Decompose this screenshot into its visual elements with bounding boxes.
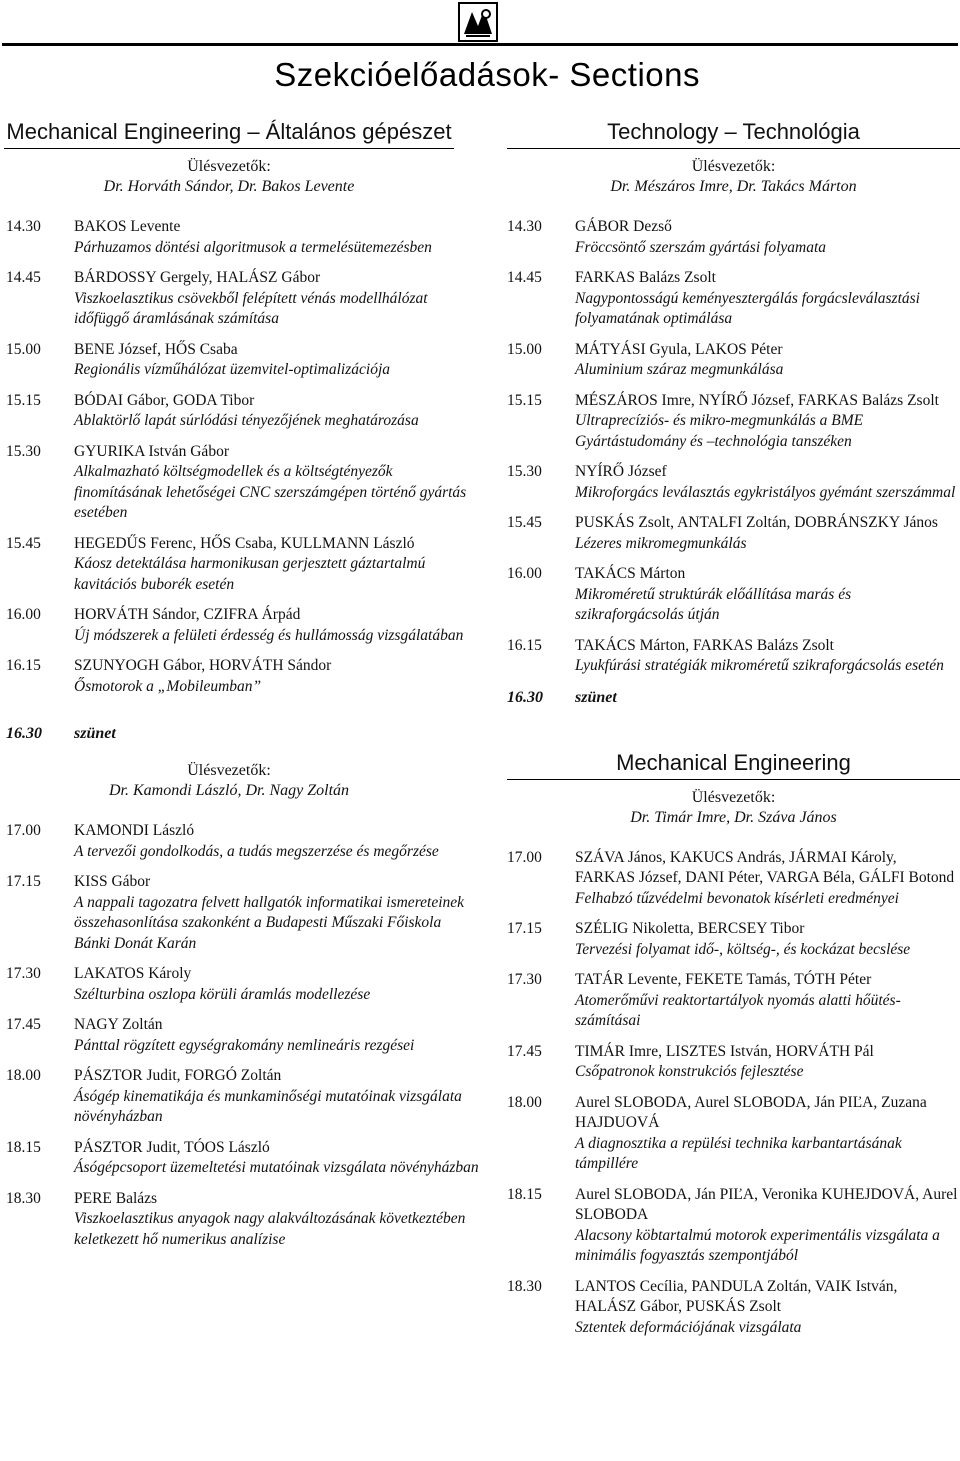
talk-title: Alkalmazható költségmodellek és a költségtényezők finomításának lehetőségei CNC szerszámgépen történő gyártás esetében — [74, 463, 467, 521]
talk-authors: TAKÁCS Márton — [575, 565, 686, 582]
talk-row — [507, 848, 960, 910]
talk-title: Lyukfúrási stratégiák mikroméretű szikraforgácsolás esetén — [575, 657, 944, 674]
talk-time: 15.45 — [6, 534, 41, 552]
talk-row — [507, 217, 960, 258]
talk-time: 17.45 — [507, 1042, 542, 1060]
talk-time: 15.15 — [6, 391, 41, 409]
talk-title: Csőpatronok konstrukciós fejlesztése — [575, 1063, 804, 1080]
section-mechanical-general-2 — [0, 761, 480, 1250]
break-row — [0, 723, 480, 745]
talk-authors: SZUNYOGH Gábor, HORVÁTH Sándor — [74, 657, 332, 674]
talk-time: 15.15 — [507, 391, 542, 409]
chairs-label: Ülésvezetők: — [691, 158, 776, 175]
talk-authors: TIMÁR Imre, LISZTES István, HORVÁTH Pál — [575, 1042, 874, 1060]
talk-row — [507, 268, 960, 330]
chairs-names: Dr. Timár Imre, Dr. Száva János — [630, 808, 837, 826]
talk-title: Mikroméretű struktúrák előállítása marás és szikraforgácsolás útján — [575, 585, 852, 623]
talk-title: Regionális vízműhálózat üzemvitel-optimalizációja — [74, 361, 390, 378]
talk-row — [0, 1015, 480, 1056]
talk-row — [0, 656, 480, 697]
banner-title: Szekcióelőadások- Sections — [274, 56, 700, 93]
talk-row — [0, 534, 480, 596]
left-column — [0, 118, 480, 1260]
break-label: szünet — [575, 688, 617, 706]
section-mechanical-general — [0, 118, 480, 697]
talk-row — [507, 340, 960, 381]
talk-row — [507, 1277, 960, 1339]
talk-row — [507, 1185, 960, 1267]
talk-row — [0, 605, 480, 646]
talk-row — [0, 964, 480, 1005]
talk-authors: MÁTYÁSI Gyula, LAKOS Péter — [575, 340, 783, 358]
talk-row — [507, 391, 960, 453]
talk-row — [0, 442, 480, 524]
talk-row — [0, 1138, 480, 1179]
talk-time: 17.30 — [507, 971, 542, 988]
talk-authors: KISS Gábor — [74, 873, 151, 890]
talk-row — [507, 462, 960, 503]
talk-authors: PÁSZTOR Judit, TÓOS László — [74, 1138, 270, 1156]
talk-authors: PÁSZTOR Judit, FORGÓ Zoltán — [74, 1067, 282, 1084]
talk-time: 17.15 — [507, 920, 542, 937]
talk-authors: FARKAS Balázs Zsolt — [575, 269, 716, 286]
talk-authors: NAGY Zoltán — [74, 1016, 163, 1033]
talk-title: Ásógépcsoport üzemeltetési mutatóinak vizsgálata növényházban — [74, 1159, 479, 1176]
talk-row — [0, 340, 480, 381]
talk-time: 17.30 — [6, 965, 41, 982]
talk-title: Ultraprecíziós- és mikro-megmunkálás a BME Gyártástudomány és –technológia tanszéken — [575, 412, 864, 450]
talk-authors: Aurel SLOBODA, Ján PIĽA, Veronika KUHEJDOVÁ, Aurel SLOBODA — [575, 1185, 958, 1223]
talk-authors: PUSKÁS Zsolt, ANTALFI Zoltán, DOBRÁNSZKY János — [575, 514, 938, 531]
talk-title: Aluminium száraz megmunkálása — [575, 361, 784, 378]
talk-row — [0, 1066, 480, 1128]
talk-time: 18.00 — [507, 1093, 542, 1111]
talk-time: 15.30 — [6, 442, 41, 460]
chairs-names: Dr. Mészáros Imre, Dr. Takács Márton — [610, 178, 857, 195]
talk-time: 15.00 — [507, 340, 542, 358]
talk-title: Atomerőművi reaktortartályok nyomás alatti hőütés-számításai — [575, 991, 901, 1029]
talk-title: Viszkoelasztikus anyagok nagy alakváltozásának következtében keletkezett hő numerikus analízise — [74, 1210, 466, 1248]
talk-authors: LAKATOS Károly — [74, 965, 192, 982]
talk-authors: KAMONDI László — [74, 822, 195, 839]
talk-authors: MÉSZÁROS Imre, NYÍRŐ József, FARKAS Balázs Zsolt — [575, 391, 939, 409]
talk-title: Viszkoelasztikus csövekből felépített vénás modellhálózat időfüggő áramlásának számítása — [74, 289, 428, 327]
conference-logo — [458, 2, 498, 42]
talk-time: 16.00 — [6, 606, 41, 623]
talk-title: A tervezői gondolkodás, a tudás megszerzése és megőrzése — [74, 842, 439, 860]
talk-row — [507, 636, 960, 677]
talk-authors: BENE József, HŐS Csaba — [74, 340, 238, 358]
talk-title: Tervezési folyamat idő-, költség-, és kockázat becslése — [575, 940, 911, 958]
talk-title: Fröccsöntő szerszám gyártási folyamata — [575, 238, 827, 256]
talk-authors: GÁBOR Dezső — [575, 218, 672, 235]
talk-row — [0, 391, 480, 432]
break-row — [507, 687, 960, 709]
chairs-names: Dr. Kamondi László, Dr. Nagy Zoltán — [108, 782, 350, 799]
talk-title: A nappali tagozatra felvett hallgatók informatikai ismereteinek összehasonlítása szakonként a Budapesti Műszaki Főiskola Bánki Donát Karán — [74, 893, 465, 952]
talk-authors: SZÁVA János, KAKUCS András, JÁRMAI Károly, FARKAS József, DANI Péter, VARGA Béla, GÁLFI Botond — [575, 848, 955, 886]
talk-row — [507, 919, 960, 960]
talk-row — [507, 513, 960, 554]
talk-authors: HEGEDŰS Ferenc, HŐS Csaba, KULLMANN László — [74, 534, 415, 552]
talk-authors: TATÁR Levente, FEKETE Tamás, TÓTH Péter — [575, 971, 872, 988]
talk-title: Párhuzamos döntési algoritmusok a termelésütemezésben — [74, 238, 432, 256]
talk-time: 18.00 — [6, 1067, 41, 1084]
talk-title: Ősmotorok a „Mobileumban” — [74, 677, 262, 695]
talk-title: Alacsony köbtartalmú motorok experimentális vizsgálata a minimális fogyasztás szempontjából — [575, 1226, 940, 1264]
talk-authors: PERE Balázs — [74, 1189, 158, 1207]
talk-title: Mikroforgács leválasztás egykristályos gyémánt szerszámmal — [575, 483, 956, 501]
talk-time: 18.30 — [6, 1189, 41, 1207]
section-technology — [507, 118, 960, 677]
talk-title: A diagnosztika a repülési technika karbantartásának támpillére — [575, 1134, 902, 1172]
talk-authors: HORVÁTH Sándor, CZIFRA Árpád — [74, 606, 301, 623]
session-list — [0, 217, 480, 697]
talk-time: 14.45 — [6, 269, 41, 286]
talk-time: 15.00 — [6, 340, 41, 358]
talk-authors: TAKÁCS Márton, FARKAS Balázs Zsolt — [575, 636, 834, 654]
talk-time: 18.15 — [6, 1138, 41, 1156]
talk-title: Lézeres mikromegmunkálás — [575, 534, 747, 552]
talk-title: Ásógép kinematikája és munkaminőségi mutatóinak vizsgálata növényházban — [74, 1087, 462, 1125]
break-label: szünet — [74, 725, 116, 742]
talk-time: 18.30 — [507, 1277, 542, 1295]
talk-time: 18.15 — [507, 1185, 542, 1203]
talk-time: 17.00 — [507, 848, 542, 866]
talk-title: Nagypontosságú keményesztergálás forgácsleválasztási folyamatának optimálása — [575, 289, 920, 327]
talk-title: Káosz detektálása harmonikusan gerjesztett gáztartalmú kavitációs buborék esetén — [74, 555, 426, 593]
talk-row — [0, 872, 480, 954]
break-time: 16.30 — [507, 688, 543, 706]
section-mechanical-engineering — [507, 749, 960, 1339]
talk-title: Felhabzó tűzvédelmi bevonatok kísérleti eredményei — [575, 889, 899, 907]
talk-authors: BÁRDOSSY Gergely, HALÁSZ Gábor — [74, 269, 321, 286]
talk-title: Pánttal rögzített egységrakomány nemlineáris rezgései — [74, 1036, 415, 1054]
talk-time: 14.30 — [507, 218, 542, 235]
section-title: Mechanical Engineering – Általános gépészet — [4, 118, 454, 149]
talk-row — [0, 821, 480, 862]
chairs-label: Ülésvezetők: — [187, 762, 271, 779]
talk-row — [507, 970, 960, 1032]
session-list — [507, 217, 960, 677]
talk-authors: LANTOS Cecília, PANDULA Zoltán, VAIK István, HALÁSZ Gábor, PUSKÁS Zsolt — [575, 1277, 898, 1315]
talk-authors: SZÉLIG Nikoletta, BERCSEY Tibor — [575, 920, 805, 937]
talk-authors: BÓDAI Gábor, GODA Tibor — [74, 391, 255, 409]
section-title: Mechanical Engineering — [507, 749, 960, 780]
chairs-label: Ülésvezetők: — [691, 788, 776, 806]
talk-authors: BAKOS Levente — [74, 218, 181, 235]
break-time: 16.30 — [6, 725, 42, 742]
talk-time: 14.45 — [507, 269, 542, 286]
talk-time: 15.45 — [507, 514, 542, 531]
session-list — [0, 821, 480, 1250]
talk-title: Új módszerek a felületi érdesség és hullámosság vizsgálatában — [74, 626, 464, 644]
right-column — [507, 118, 960, 1348]
talk-title: Szélturbina oszlopa körüli áramlás modellezése — [74, 985, 371, 1003]
talk-row — [507, 1042, 960, 1083]
talk-time: 17.00 — [6, 822, 41, 839]
talk-time: 17.45 — [6, 1016, 41, 1033]
talk-row — [0, 268, 480, 330]
talk-authors: NYÍRŐ József — [575, 463, 667, 480]
talk-title: Sztentek deformációjának vizsgálata — [575, 1318, 802, 1336]
talk-time: 16.15 — [6, 657, 41, 674]
chairs-names: Dr. Horváth Sándor, Dr. Bakos Levente — [103, 178, 355, 195]
talk-time: 17.15 — [6, 873, 41, 890]
talk-row — [0, 217, 480, 258]
talk-row — [507, 564, 960, 626]
talk-time: 16.15 — [507, 636, 542, 654]
session-list — [507, 848, 960, 1339]
talk-time: 16.00 — [507, 565, 542, 582]
talk-title: Ablaktörlő lapát súrlódási tényezőjének meghatározása — [74, 412, 419, 429]
talk-authors: GYURIKA István Gábor — [74, 442, 229, 460]
talk-row — [507, 1093, 960, 1175]
talk-time: 15.30 — [507, 463, 542, 480]
section-title: Technology – Technológia — [507, 118, 960, 149]
chairs-label: Ülésvezetők: — [187, 158, 271, 175]
talk-row — [0, 1189, 480, 1251]
talk-authors: Aurel SLOBODA, Aurel SLOBODA, Ján PIĽA, Zuzana HAJDUOVÁ — [575, 1093, 927, 1131]
talk-time: 14.30 — [6, 218, 41, 235]
